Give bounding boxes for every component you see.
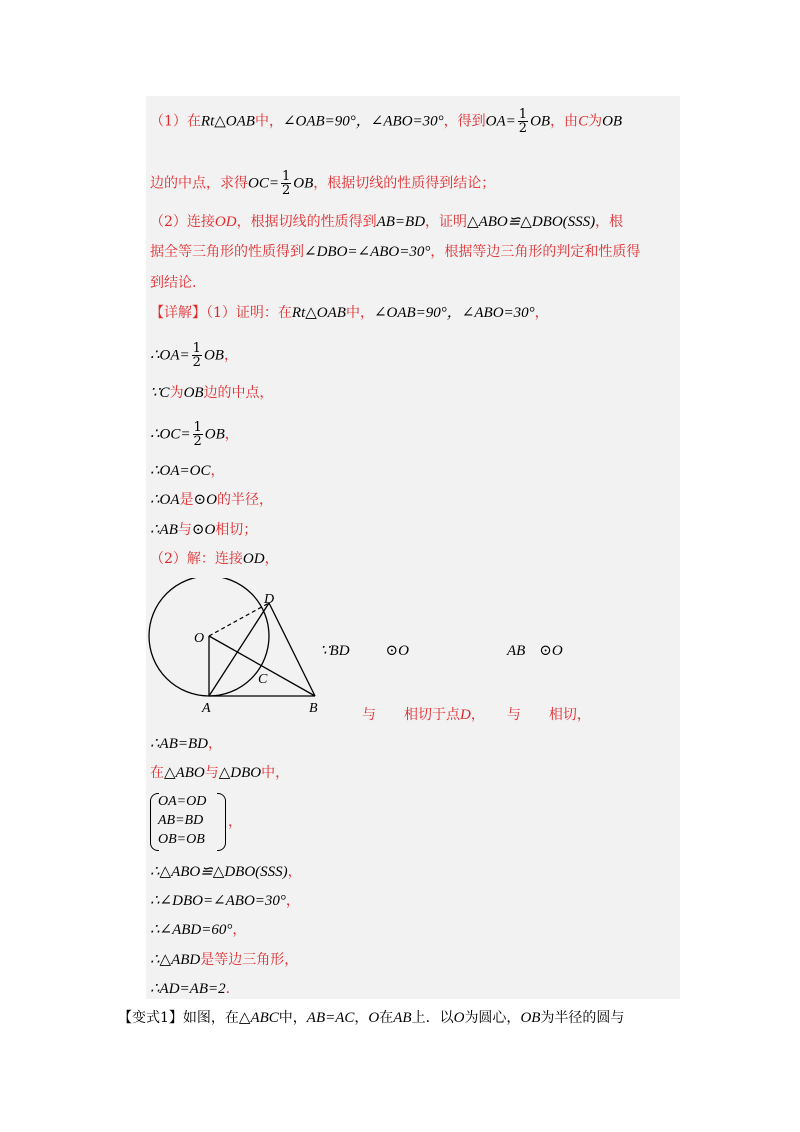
system-row-1: OA=OD: [158, 794, 207, 809]
analysis-line-1: （1）在Rt△OAB中，∠OAB=90°，∠ABO=30°，得到OA= $\frac{1}{2}$ OB，由C为OB: [150, 107, 623, 136]
detail-line-15: ∴AD=AB=2.: [150, 981, 231, 997]
detail-line-10: 在△ABO与△DBO中，: [150, 765, 290, 781]
detail-line-6: ∴OA是⊙O的半径，: [150, 492, 273, 508]
detail-line-2: ∴OA= $\frac{1}{2}$ OB，: [150, 341, 238, 370]
geometry-figure: [146, 578, 326, 718]
label-o: O: [194, 631, 205, 646]
system-end: ，: [228, 814, 242, 830]
fraction-half: $\frac{1}{2}$: [518, 107, 528, 136]
detail-line-9: ∴AB=BD，: [150, 736, 222, 752]
system-row-3: OB=OB: [158, 832, 205, 847]
fraction-half: $\frac{1}{2}$: [192, 341, 201, 370]
detail-line-1: 【详解】（1）证明：在Rt△OAB中，∠OAB=90°，∠ABO=30°，: [150, 305, 549, 321]
system-row-2: AB=BD: [158, 813, 204, 828]
label-b: B: [309, 701, 318, 716]
detail-line-13: ∴∠ABD=60°，: [150, 922, 247, 938]
segment-od-dashed: [209, 603, 269, 636]
analysis-line-2: 边的中点，求得OC= $\frac{1}{2}$ OB，根据切线的性质得到结论；: [150, 169, 496, 198]
fraction-half: $\frac{1}{2}$: [193, 420, 202, 449]
analysis-line-5: 到结论.: [150, 275, 197, 291]
label-a: A: [202, 701, 211, 716]
side-line-1: ∵BD ⊙O AB ⊙O: [320, 643, 563, 659]
detail-line-14: ∴△ABD是等边三角形，: [150, 952, 299, 968]
detail-line-5: ∴OA=OC，: [150, 463, 225, 479]
variant-line: 【变式1】如图，在△ABC中，AB=AC，O在AB上．以O为圆心，OB为半径的圆与: [118, 1010, 625, 1026]
segment-bd: [269, 603, 315, 696]
fraction-half: $\frac{1}{2}$: [281, 169, 291, 198]
segment-ob: [209, 636, 315, 696]
detail-line-12: ∴∠DBO=∠ABO=30°，: [150, 893, 300, 909]
detail-line-8: （2）解：连接OD，: [150, 551, 279, 567]
right-brace: [217, 793, 226, 851]
detail-line-7: ∴AB与⊙O相切；: [150, 522, 258, 538]
label-d: D: [264, 592, 275, 607]
analysis-line-3: （2）连接OD，根据切线的性质得到AB=BD，证明△ABO≌△DBO(SSS)，根: [150, 214, 624, 230]
detail-line-11: ∴△ABO≌△DBO(SSS)，: [150, 864, 302, 880]
analysis-line-4: 据全等三角形的性质得到∠DBO=∠ABO=30°，根据等边三角形的判定和性质得: [150, 244, 641, 260]
detail-line-4: ∴OC= $\frac{1}{2}$ OB，: [150, 420, 239, 449]
equation-system: [150, 793, 226, 851]
variant-tag: 【变式1】: [118, 1010, 183, 1026]
side-line-2: 与 相切于点D， 与 相切，: [362, 707, 591, 723]
detail-line-3: ∵C为OB边的中点，: [150, 385, 274, 401]
detail-tag: 【详解】: [150, 305, 206, 321]
label-c: C: [258, 672, 268, 687]
